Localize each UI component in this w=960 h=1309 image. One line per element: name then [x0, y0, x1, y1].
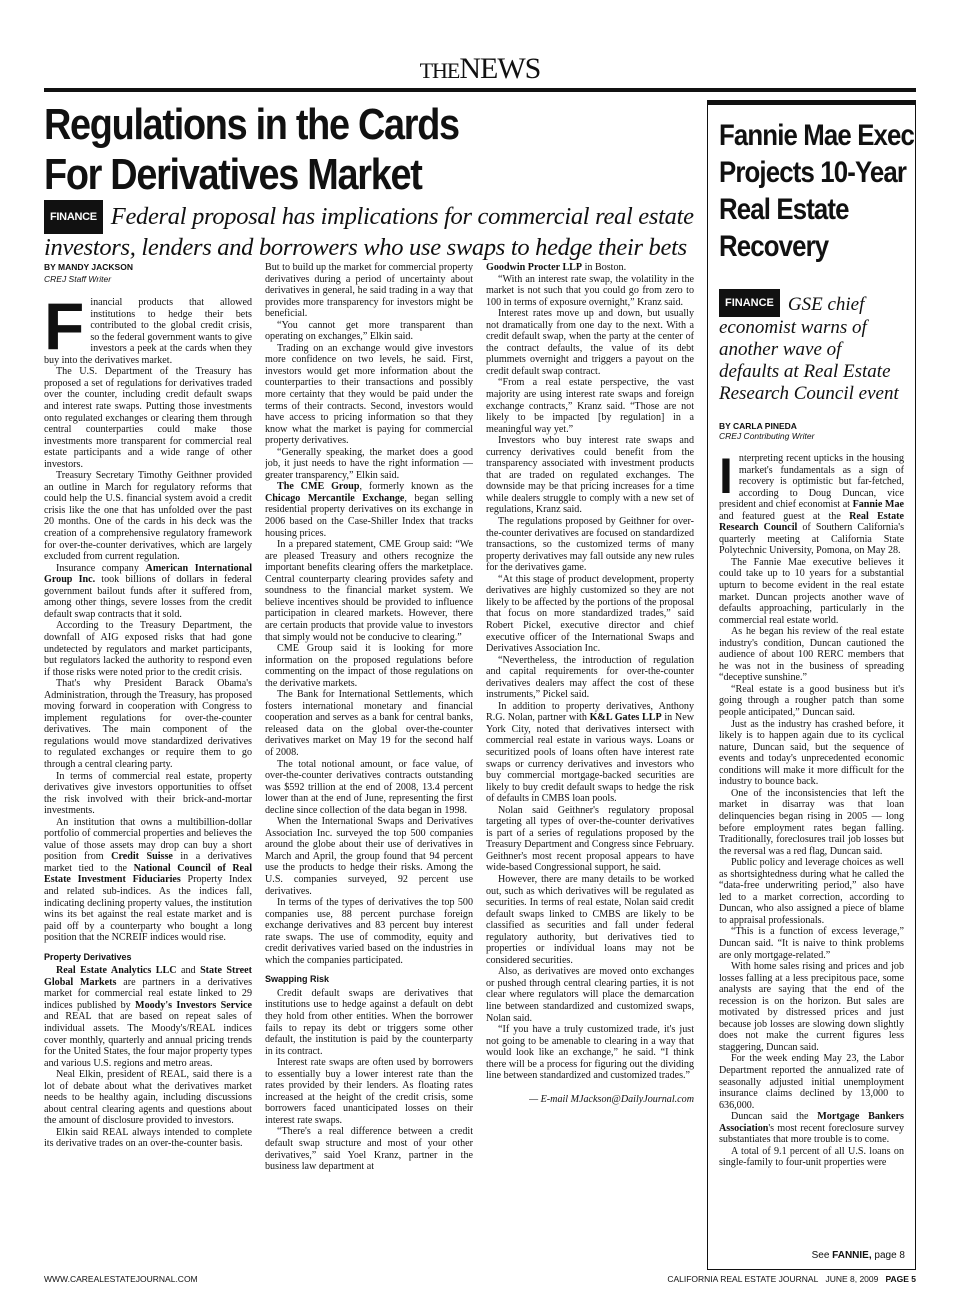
article-column-2: [265, 262, 473, 1270]
paragraph: Credit default swaps are derivatives that institutions use to hedge against a default on debt they hold from other entities. When the borrower fails to repay its debt or triggers some other default, the institution is paid by the counterparty in its contract.: [265, 987, 473, 1057]
article-headline: Regulations in the Cards For Derivatives Market: [44, 100, 459, 199]
paragraph: “Real estate is a good business but it's going through a rougher patch than some people anticipated,” Duncan said.: [719, 683, 904, 719]
paragraph: Treasury Secretary Timothy Geithner provided an outline in March for regulatory reforms that could help the U.S. financial system avoid a credit crisis like the one that has unfolded over the past 20 months. One of the cards in his deck was the creation of a comprehensive regulatory framework for over-the-counter derivatives, which are largely excluded from current regulation.: [44, 470, 252, 563]
continued-jump-link[interactable]: See FANNIE, page 8: [811, 1250, 905, 1261]
paragraph: The Bank for International Settlements, which fosters international monetary and financial cooperation and serves as a bank for central banks, released data on the global over-the-counter derivatives market on May 19 for the second half of 2008.: [265, 689, 473, 758]
paragraph: In terms of commercial real estate, property derivatives give investors opportunities to offset the risk involved with their brick-and-mortar investments.: [44, 770, 252, 817]
article-column-1: [44, 262, 252, 1270]
subhead: Property Derivatives: [44, 951, 132, 962]
paragraph: Elkin said REAL always intended to complete its derivative trades on an over-the-counter basis.: [44, 1126, 252, 1150]
paragraph: One of the inconsistencies that left the market in disarray was that loan delinquencies began rising in 2005 — long before employment rates began falling. Traditionally, foreclosures trail job losses but the reversal was a red flag, Duncan said.: [719, 787, 904, 857]
footer-website: WWW.CAREALESTATEJOURNAL.COM: [44, 1274, 198, 1284]
paragraph: In addition to property derivatives, Anthony R.G. Nolan, partner with K&L Gates LLP in New York City, noted that derivatives intersect with commercial real estate in various ways. Loans or securitized pools of loans often have interest rate swaps or currency derivatives and investors who buy commercial mortgage-backed securities are likely to buy credit default swaps to hedge the risk of defaults in CMBS loan pools.: [486, 700, 694, 805]
paragraph: But to build up the market for commercial property derivatives during a period of uncertainty about derivatives in general, he said trading in a way that provides more transparency for investors might be beneficial.: [265, 262, 473, 320]
paragraph: “Generally speaking, the market does a good job, it just needs to have the right information — greater transparency,” Elkin said.: [265, 446, 473, 481]
paragraph: When the International Swaps and Derivatives Association Inc. surveyed the top 500 companies around the globe about their use of derivatives in March and April, the group found that 94 percent use the products to hedge their risks. Among the U.S. companies surveyed, 92 percent use derivatives.: [265, 816, 473, 897]
paragraph: “You cannot get more transparent than operating on exchanges,” Elkin said.: [265, 319, 473, 343]
article-deck: FINANCE Federal proposal has implications for commercial real estate investors, lenders and borrowers who use swaps to hedge their bets: [44, 200, 694, 262]
paragraph: The total notional amount, or face value, of over-the-counter derivatives contracts outstanding was $592 trillion at the end of 2008, 13.4 percent lower than at the end of June, representing the first decline since collection of the data began in 1998.: [265, 758, 473, 816]
subhead: Swapping Risk: [265, 974, 330, 985]
drop-cap: F: [44, 289, 85, 364]
byline-role: CREJ Staff Writer: [44, 273, 112, 284]
paragraph: Interest rate swaps are often used by borrowers to essentially buy a lower interest rate than the rates provided by their lenders. As floating rates increased at the height of the credit crisis, some borrowers faced unanticipated losses on their interest rate swaps.: [265, 1057, 473, 1126]
paragraph: Public policy and leverage choices as well as shortsightedness during what he called the “data-free underwriting period,” also have led to a market correction, according to Duncan, who also assigned a piece of blame to appraisal professionals.: [719, 857, 904, 926]
paragraph: However, there are many details to be worked out, such as which derivatives will be regulated as securities. In terms of real estate, Nolan said credit default swaps linked to CMBS are likely to be classified as securities and fall under federal regulatory authority, but derivatives tied to properties or individual loans may not be considered securities.: [486, 873, 694, 966]
paragraph: In terms of the types of derivatives the top 500 companies use, 88 percent purchase foreign exchange derivatives and 83 percent buy interest rate swaps. The use of commodity, equity and credit derivatives varied based on the industries in which the companies participated.: [265, 897, 473, 966]
paragraph: “This is a function of excess leverage,” Duncan said. “It is naive to think problems are only mortgage-related.”: [719, 926, 904, 961]
sidebar-deck: FINANCE GSE chief economist warns of another wave of defaults at Real Estate Research Council event: [719, 289, 904, 405]
paragraph: Interest rates move up and down, but usually not dramatically from one day to the next. With a credit default swap, when the party at the center of the contract defaults, the value of its debt plummets overnight and triggers a payout on the credit default swap contract.: [486, 308, 694, 377]
paragraph: Goodwin Procter LLP in Boston.: [486, 262, 627, 273]
paragraph: The U.S. Department of the Treasury has proposed a set of regulations for derivatives traded over the counter, including credit default swaps and interest rate swaps. Putting those investments onto regulated exchanges or clearing them through central counterparties could make those investments more transparent for commercial real estate participants and a wide range of other investors.: [44, 366, 252, 470]
page-number: PAGE 5: [885, 1274, 916, 1284]
sidebar-headline: Fannie Mae Exec Projects 10-Year Real Estate Recovery: [719, 119, 915, 263]
paragraph: “There's a real difference between a credit default swap structure and most of your other derivatives,” said Yoel Kranz, partner in the business law department at: [265, 1126, 473, 1173]
paragraph: The regulations proposed by Geithner for over-the-counter derivatives are focused on standardized transactions, so the customized terms of many property derivatives may fall outside any new rules for the derivatives game.: [486, 516, 694, 574]
paragraph: CME Group said it is looking for more information on the proposed regulations before commenting on the impact of those regulations on the derivative markets.: [265, 643, 473, 689]
paragraph: “If you have a truly customized trade, it's just not going to be amenable to clearing in a way that would look like an exchange,” he said. “I think there will be a process for figuring out the dividing line between standardized and customized trades.”: [486, 1024, 694, 1082]
paragraph: Financial products that allowed institutions to hedge their bets contributed to the global credit crisis, so the federal government wants to give investors a peek at the cards when they buy into the derivatives market.: [44, 289, 252, 366]
paragraph: According to the Treasury Department, the downfall of AIG exposed risks that had gone undetected by regulators and market participants, but regulators lacked the authority to respond even if those risks were noted prior to the credit crisis.: [44, 620, 252, 678]
paragraph: Investors who buy interest rate swaps and currency derivatives could benefit from the transparency associated with investment products that are traded on regulated exchanges. The downside may be that pricing increases for a time while dealers struggle to comply with a new set of regulations, Kranz said.: [486, 435, 694, 516]
section-tag: FINANCE: [44, 200, 103, 234]
paragraph: Nolan said Geithner's regulatory proposal targeting all types of over-the-counter derivatives is part of a series of regulations proposed by the Treasury Department and Congress since February. Geithner's most recent proposal appears to have wide-based Congressional support, he said.: [486, 804, 694, 874]
article-column-3: [486, 262, 694, 1270]
byline-role: CREJ Contributing Writer: [719, 431, 815, 441]
paragraph: The CME Group, formerly known as the Chicago Mercantile Exchange, began selling residential property derivatives on its exchange in 2006 based on the Case-Shiller Index that tracks housing prices.: [265, 481, 473, 539]
paragraph: In a prepared statement, CME Group said: “We are pleased Treasury and others recognize the important benefits clearing offers the marketplace. Central counterparty clearing provides safety and soundness to the financial market system. We believe incentives should be provided to influence participation in cleared markets. However, there are certain products that provide value to investors that simply would not be conducive to clearing.”: [265, 539, 473, 643]
section-tag: FINANCE: [719, 289, 780, 317]
paragraph: For the week ending May 23, the Labor Department reported the annualized rate of seasonally adjusted initial unemployment insurance claims declined by 13,000 to 636,000.: [719, 1053, 904, 1111]
paragraph: Duncan said the Mortgage Bankers Association's most recent foreclosure survey substantiates that more trouble is to come.: [719, 1111, 904, 1146]
paragraph: “At this stage of product development, property derivatives are highly customized so they are not likely to be affected by the portions of the proposal that focus on more standardized trades,” said Robert Pickel, executive director and chief executive officer of the International Swaps and Derivatives Association Inc.: [486, 573, 694, 655]
paragraph: “Nevertheless, the introduction of regulation and capital requirements for over-the-counter derivatives dealers may affect the cost of these instruments,” Pickel said.: [486, 654, 694, 701]
paragraph: Insurance company American International Group Inc. took billions of dollars in federal government bailout funds after it suffered from, among other things, severe losses from the credit default swap contracts that it sold.: [44, 562, 252, 620]
paragraph: Neal Elkin, president of REAL, said there is a lot of debate about what the derivatives market needs to be healthy again, including discussions about central clearing agents and questions about the amount of disclosure provided to investors.: [44, 1069, 252, 1127]
drop-cap: I: [719, 448, 733, 504]
sidebar-body: [719, 448, 904, 1169]
author-email: — E-mail MJackson@DailyJournal.com: [529, 1093, 694, 1105]
paragraph: The Fannie Mae executive believes it could take up to 10 years for a substantial upturn to become evident in the real estate market. Duncan projects another wave of defaults approaching, particularly in the commercial real estate world.: [719, 556, 904, 626]
footer-folio: CALIFORNIA REAL ESTATE JOURNAL JUNE 8, 2009 PAGE 5: [667, 1274, 916, 1284]
section-masthead: THENEWS: [419, 52, 541, 85]
paragraph: Also, as derivatives are moved onto exchanges or pushed through central clearing parties, it is not clear where regulators will place the demarcation line between standardized and customized swaps, Nolan said.: [486, 966, 694, 1024]
top-rule: [44, 88, 916, 92]
paragraph: With home sales rising and prices and job losses falling at a less precipitous pace, some analysts are saying that the end of the recession is on the horizon. But sales are motivated by distressed prices and just because job losses are slowing down slightly does not make the current figures less staggering, Duncan said.: [719, 961, 904, 1053]
paragraph: Just as the industry has crashed before, it likely is to happen again due to its cyclical nature, Duncan said, but the sequence of events and today's unprecedented economic conditions will make it more difficult for the industry to bounce back.: [719, 718, 904, 788]
byline: BY CARLA PINEDA: [719, 421, 797, 431]
paragraph: “From a real estate perspective, the vast majority are using interest rate swaps and foreign exchange contracts,” Kranz said. “Those are not likely to be impacted [by regulation] in a meaningful way yet.”: [486, 377, 694, 435]
sidebar-article: [707, 100, 916, 1270]
byline: BY MANDY JACKSON: [44, 262, 133, 272]
paragraph: A total of 9.1 percent of all U.S. loans on single-family to four-unit properties were: [719, 1145, 904, 1169]
paragraph: An institution that owns a multibillion-dollar portfolio of commercial properties and believes the value of those assets may drop can buy a short position from Credit Suisse in a derivatives market tied to the National Council of Real Estate Investment Fiduciaries Property Index and related sub-indices. As the indices fall, indicating declining property values, the institution wins its bet against the real estate market and is paid off by a counterparty who bought a long position that the NCREIF indices would rise.: [44, 816, 252, 944]
paragraph: “With an interest rate swap, the volatility in the market is not such that you could go from zero to 100 in terms of exposure overnight,” Kranz said.: [486, 273, 694, 308]
paragraph: Interpreting recent upticks in the housing market's fundamentals as a sign of recovery is optimistic but far-fetched, according to Doug Duncan, vice president and chief economist at Fannie Mae and featured guest at the Real Estate Research Council of Southern California's quarterly meeting at California State Polytechnic University, Pomona, on May 28.: [719, 448, 904, 557]
paragraph: Trading on an exchange would give investors more confidence on two levels, he said. First, investors would get more information about the counterparties to their transactions and possibly more certainty that they would be paid under the terms of their contracts. Second, investors would have access to pricing information so that they know what the market is paying for commercial property derivatives.: [265, 342, 473, 447]
paragraph: Real Estate Analytics LLC and State Street Global Markets are partners in a derivatives market for commercial real estate linked to 29 indices published by Moody's Investors Service and REAL that are based on repeat sales of individual assets. The Moody's/REAL indices cover monthly, quarterly and annual pricing trends for the United States, the four major property types and various U.S. regions and metro areas.: [44, 965, 252, 1069]
paragraph: That's why President Barack Obama's Administration, through the Treasury, has proposed moving forward in cooperation with Congress to implement regulations for over-the-counter derivatives. The main component of the regulations would move standardized derivatives to regulated exchanges or require them to go through a central clearing party.: [44, 678, 252, 770]
paragraph: As he began his review of the real estate industry's condition, Duncan cautioned the audience of about 100 RERC members that he was not in the business of spreading “deceptive sunshine.”: [719, 626, 904, 684]
